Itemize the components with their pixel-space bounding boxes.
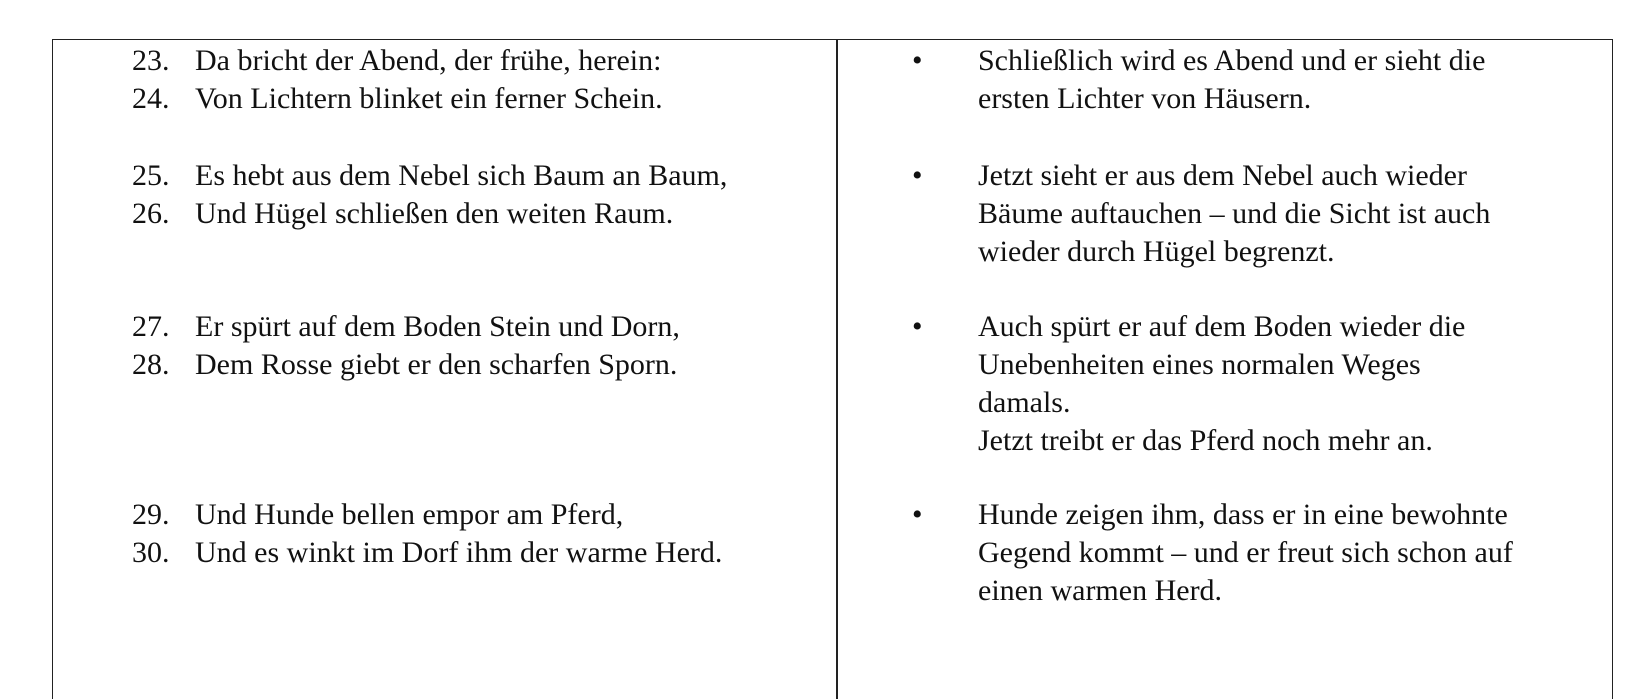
- verse-number: 28.: [132, 348, 170, 381]
- explanation-line: Schließlich wird es Abend und er sieht die: [978, 44, 1486, 77]
- explanation-line: einen warmen Herd.: [978, 574, 1223, 607]
- explanation-line: Hunde zeigen ihm, dass er in eine bewohnte: [978, 498, 1508, 531]
- verse-text: Von Lichtern blinket ein ferner Schein.: [195, 82, 663, 115]
- explanation-block: [978, 497, 1608, 609]
- verse-line: [132, 347, 677, 383]
- explanation-line: wieder durch Hügel begrenzt.: [978, 235, 1335, 268]
- explanation-block: [978, 309, 1608, 459]
- column-divider: [836, 39, 838, 699]
- verse-number: 26.: [132, 197, 170, 230]
- explanation-line: ersten Lichter von Häusern.: [978, 82, 1312, 115]
- explanation-block: [978, 158, 1608, 270]
- verse-number: 25.: [132, 159, 170, 192]
- explanation-line: Bäume auftauchen – und die Sicht ist auch: [978, 197, 1491, 230]
- verse-number: 30.: [132, 536, 170, 569]
- verse-text: Er spürt auf dem Boden Stein und Dorn,: [195, 310, 680, 343]
- verse-line: [132, 535, 722, 571]
- explanation-line: Jetzt sieht er aus dem Nebel auch wieder: [978, 159, 1467, 192]
- verse-number: 29.: [132, 498, 170, 531]
- verse-line: [132, 309, 680, 345]
- bullet-marker: •: [912, 310, 923, 343]
- bullet-marker: •: [912, 498, 923, 531]
- verse-text: Und es winkt im Dorf ihm der warme Herd.: [195, 536, 723, 569]
- verse-line: [132, 196, 673, 232]
- verse-number: 23.: [132, 44, 170, 77]
- verse-text: Da bricht der Abend, der frühe, herein:: [195, 44, 662, 77]
- verse-line: [132, 158, 727, 194]
- verse-line: [132, 43, 661, 79]
- verse-line: [132, 497, 623, 533]
- explanation-block: [978, 43, 1608, 117]
- bullet-marker: •: [912, 44, 923, 77]
- bullet-marker: •: [912, 159, 923, 192]
- verse-text: Es hebt aus dem Nebel sich Baum an Baum,: [195, 159, 728, 192]
- verse-number: 27.: [132, 310, 170, 343]
- verse-text: Dem Rosse giebt er den scharfen Sporn.: [195, 348, 678, 381]
- verse-line: [132, 81, 663, 117]
- verse-text: Und Hügel schließen den weiten Raum.: [195, 197, 674, 230]
- explanation-line: Gegend kommt – und er freut sich schon auf: [978, 536, 1513, 569]
- explanation-line: Jetzt treibt er das Pferd noch mehr an.: [978, 424, 1433, 457]
- explanation-line: Auch spürt er auf dem Boden wieder die: [978, 310, 1466, 343]
- explanation-line: damals.: [978, 386, 1071, 419]
- verse-text: Und Hunde bellen empor am Pferd,: [195, 498, 624, 531]
- verse-number: 24.: [132, 82, 170, 115]
- explanation-line: Unebenheiten eines normalen Weges: [978, 348, 1421, 381]
